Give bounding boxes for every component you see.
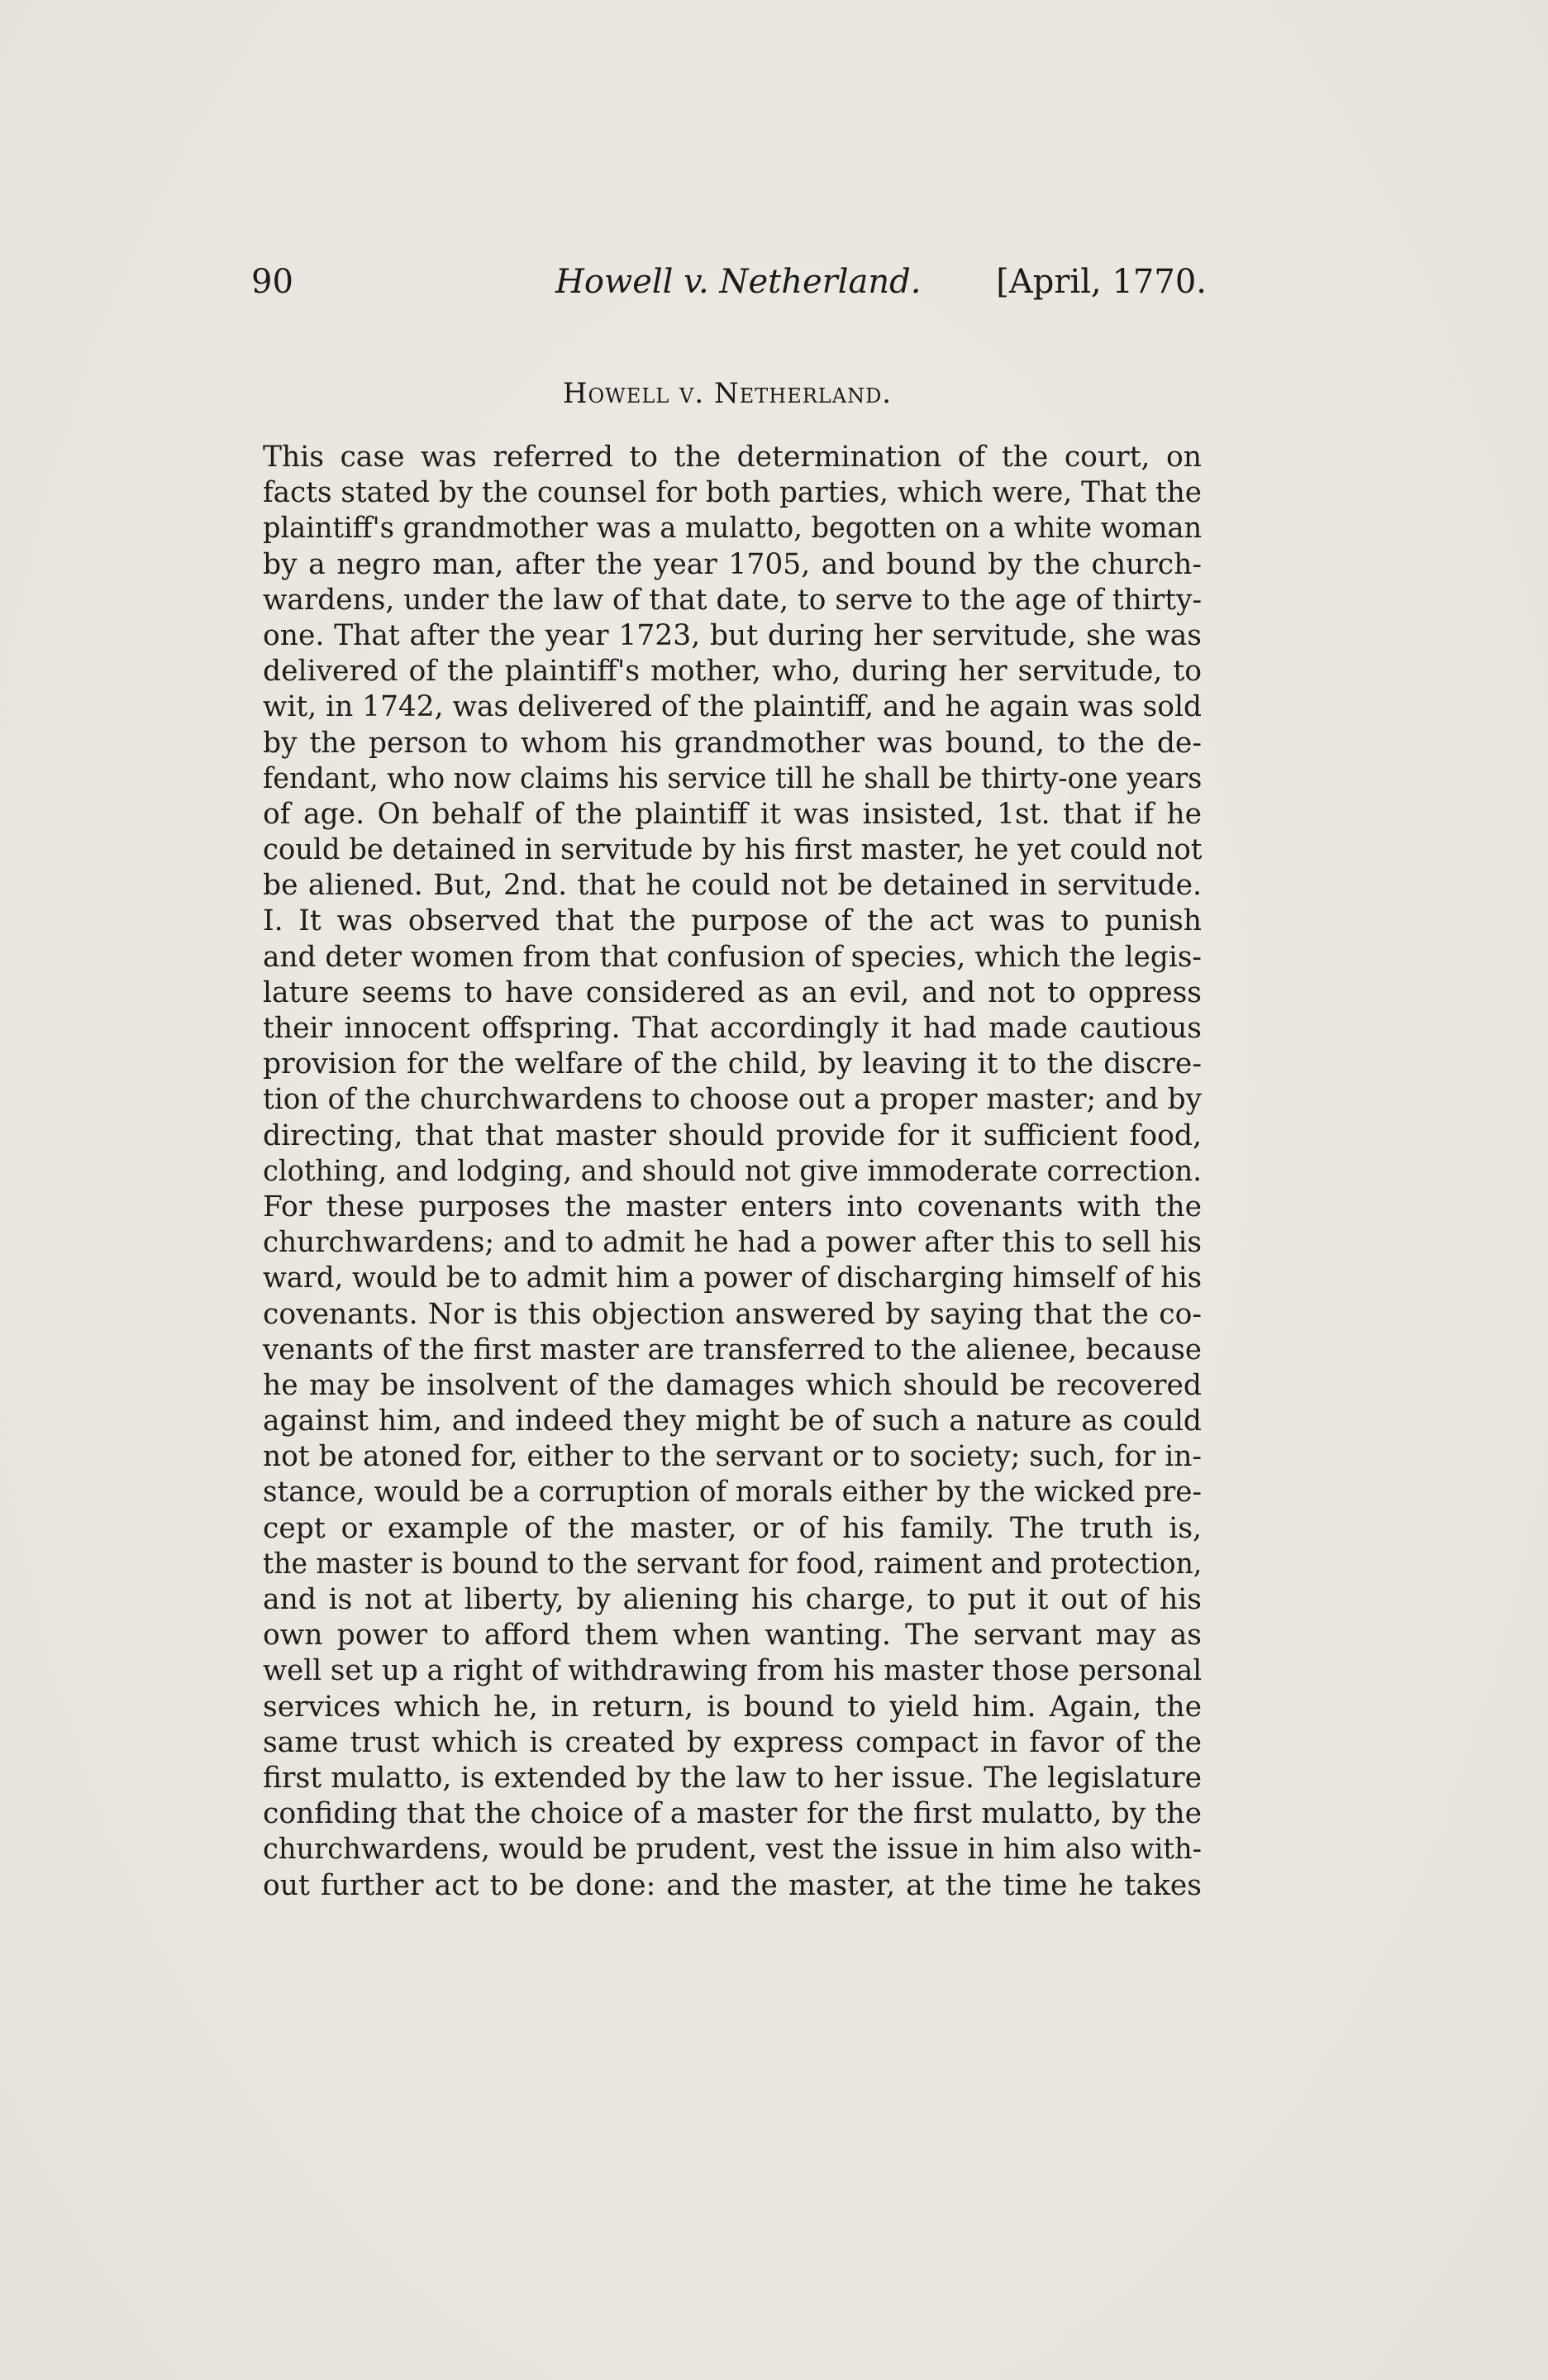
body-line: fendant, who now claims his service till he shall be thirty-one years [263,761,1203,795]
running-header [248,263,1207,309]
body-line: covenants. Nor is this objection answered by saying that the co- [263,1297,1202,1331]
body-line: churchwardens; and to admit he had a power after this to sell his [263,1226,1203,1260]
body-line: wardens, under the law of that date, to serve to the age of thirty- [263,583,1203,617]
body-line: tion of the churchwardens to choose out a proper master; and by [263,1083,1202,1117]
body-line: and deter women from that confusion of species, which the legis- [263,940,1202,974]
body-line: lature seems to have considered as an evil, and not to oppress [263,975,1202,1009]
body-line: ward, would be to admit him a power of discharging himself of his [263,1262,1203,1295]
body-line: their innocent offspring. That accordingly it had made cautious [263,1012,1202,1045]
body-line: This case was referred to the determination of the court, on [263,441,1202,474]
body-line: out further act to be done: and the master, at the time he takes [263,1868,1202,1902]
case-title: Howell v. Netherland. [562,377,893,410]
body-line: plaintiff's grandmother was a mulatto, begotten on a white woman [263,512,1203,546]
body-line: delivered of the plaintiff's mother, who, during her servitude, to [263,655,1202,689]
body-text [263,440,1202,1904]
body-line: of age. On behalf of the plaintiff it was insisted, 1st. that if he [263,797,1202,831]
body-line: directing, that that master should provide for it sufficient food, [263,1118,1202,1152]
body-line: well set up a right of withdrawing from his master those personal [263,1654,1203,1688]
body-line: clothing, and lodging, and should not give immoderate correction. [263,1154,1202,1188]
body-line: he may be insolvent of the damages which should be recovered [263,1368,1202,1402]
body-line: facts stated by the counsel for both parties, which were, That the [263,476,1203,510]
body-line: own power to afford them when wanting. The servant may as [263,1619,1202,1653]
body-line: cept or example of the master, or of his family. The truth is, [263,1511,1202,1545]
body-line: first mulatto, is extended by the law to her issue. The legislature [263,1761,1202,1795]
body-line: provision for the welfare of the child, by leaving it to the discre- [263,1047,1202,1081]
body-line: against him, and indeed they might be of such a nature as could [263,1405,1202,1438]
body-line: the master is bound to the servant for food, raiment and protection, [263,1547,1203,1581]
body-line: could be detained in servitude by his first master, he yet could not [263,833,1203,867]
body-line: churchwardens, would be prudent, vest the issue in him also with- [263,1833,1202,1867]
body-line: I. It was observed that the purpose of the act was to punish [263,904,1202,938]
body-line: For these purposes the master enters into covenants with the [263,1190,1202,1223]
body-line: services which he, in return, is bound to yield him. Again, the [263,1690,1202,1724]
body-line: be aliened. But, 2nd. that he could not be detained in servitude. [263,869,1202,903]
body-line: not be atoned for, either to the servant or to society; such, for in- [263,1440,1203,1474]
body-line: by the person to whom his grandmother was bound, to the de- [263,726,1202,760]
body-line: same trust which is created by express compact in favor of the [263,1725,1202,1759]
body-line: venants of the first master are transferred to the alienee, because [263,1333,1202,1366]
running-date: [April, 1770. [996,263,1207,301]
body-line: and is not at liberty, by aliening his charge, to put it out of his [263,1583,1202,1616]
page-number: 90 [251,263,293,301]
body-line: by a negro man, after the year 1705, and bound by the church- [263,547,1202,581]
body-line: stance, would be a corruption of morals either by the wicked pre- [263,1476,1203,1510]
body-line: confiding that the choice of a master for the first mulatto, by the [263,1797,1202,1831]
body-line: wit, in 1742, was delivered of the plaintiff, and he again was sold [263,690,1203,724]
body-line: one. That after the year 1723, but during her servitude, she was [263,618,1202,652]
running-title: Howell v. Netherland. [555,263,922,301]
